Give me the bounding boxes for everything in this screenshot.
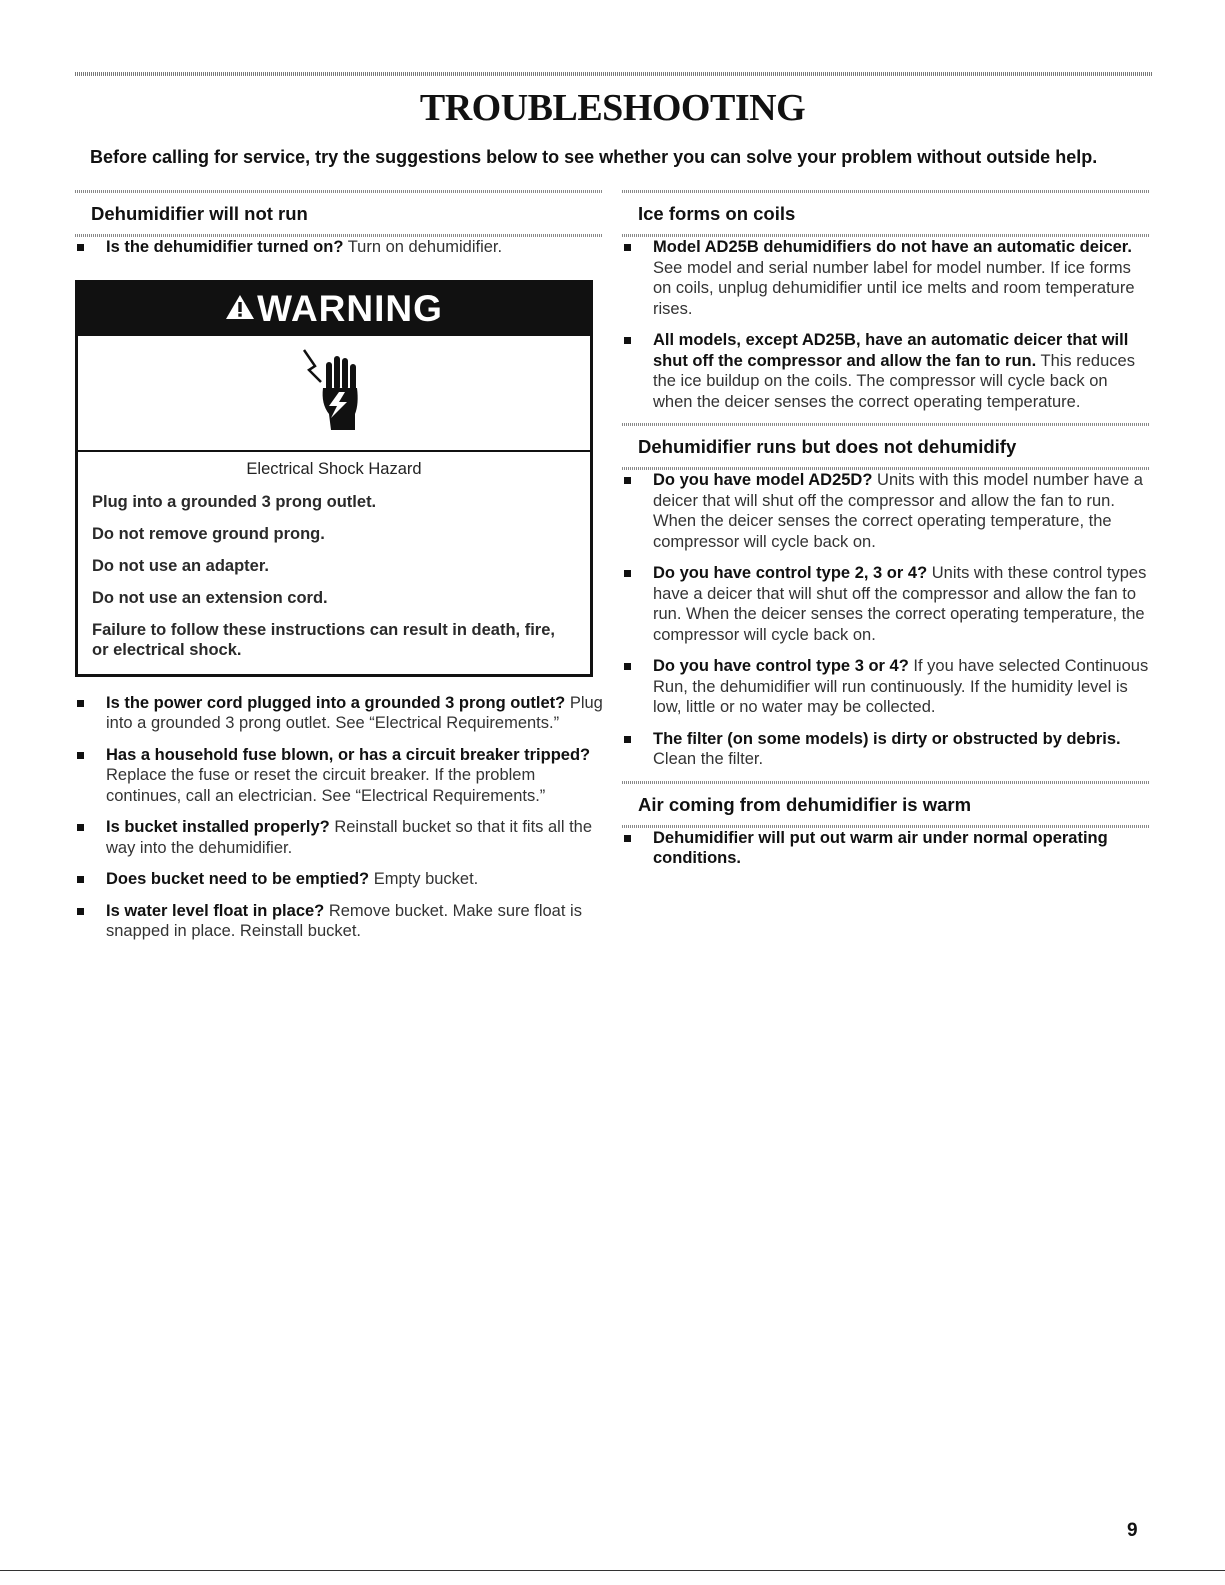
intro-text: Before calling for service, try the suggestions below to see whether you can solve your problem without outside help. bbox=[90, 147, 1098, 167]
list-item bbox=[622, 729, 1150, 770]
electric-shock-hand-icon bbox=[299, 348, 369, 437]
warning-label: WARNING bbox=[257, 288, 443, 329]
item-question: Has a household fuse blown, or has a circuit breaker tripped? bbox=[106, 745, 591, 764]
item-question: Do you have control type 2, 3 or 4? bbox=[653, 564, 928, 582]
icon-area bbox=[78, 336, 590, 452]
item-question: Is water level float in place? bbox=[106, 901, 325, 920]
list-item bbox=[622, 470, 1150, 552]
list-item bbox=[75, 237, 603, 258]
item-question: Do you have control type 3 or 4? bbox=[653, 657, 909, 675]
item-answer: Units with these control types have a deicer that will shut off the compressor and allow the fan to run. When the deicer senses the correct operating temperature, the compressor will cycle back on. bbox=[653, 564, 1147, 644]
item-answer: Remove bucket. Make sure float is snapped in place. Reinstall bucket. bbox=[106, 901, 582, 940]
item-answer: Reinstall bucket so that it fits all the way into the dehumidifier. bbox=[106, 818, 593, 857]
item-list-air-warm bbox=[622, 828, 1150, 869]
item-list-before-warning bbox=[75, 237, 603, 258]
warning-line: Do not use an extension cord. bbox=[92, 588, 328, 607]
section-heading-not-dehumidify: Dehumidifier runs but does not dehumidify bbox=[638, 436, 1017, 457]
item-question: Is bucket installed properly? bbox=[106, 818, 330, 836]
item-list-ice-forms bbox=[622, 237, 1150, 412]
page-number: 9 bbox=[1127, 1520, 1138, 1541]
list-item bbox=[622, 563, 1150, 645]
top-dotted-rule bbox=[75, 72, 1153, 76]
list-item bbox=[75, 901, 603, 942]
item-question: Do you have model AD25D? bbox=[653, 471, 873, 489]
item-answer: See model and serial number label for model number. If ice forms on coils, unplug dehumidifier until ice melts and room temperature rises. bbox=[653, 258, 1135, 318]
item-answer: Replace the fuse or reset the circuit breaker. If the problem continues, call an electrician. See “Electrical Requirements.” bbox=[106, 766, 546, 805]
list-item bbox=[75, 869, 603, 890]
list-item bbox=[75, 817, 603, 858]
hazard-title: Electrical Shock Hazard bbox=[246, 459, 422, 478]
item-question: Does bucket need to be emptied? bbox=[106, 870, 370, 888]
section-heading-air-warm: Air coming from dehumidifier is warm bbox=[638, 793, 972, 815]
warning-line: Do not use an adapter. bbox=[92, 556, 269, 575]
item-answer: Empty bucket. bbox=[369, 870, 479, 888]
warning-line: Plug into a grounded 3 prong outlet. bbox=[92, 492, 377, 511]
section-heading-ice-forms: Ice forms on coils bbox=[638, 203, 796, 224]
item-list-not-dehumidify bbox=[622, 470, 1150, 770]
warning-header bbox=[78, 283, 590, 336]
list-item bbox=[75, 693, 603, 734]
item-question: Model AD25B dehumidifiers do not have an automatic deicer. bbox=[653, 238, 1132, 256]
page-title: TROUBLESHOOTING bbox=[419, 87, 806, 129]
item-question: Dehumidifier will put out warm air under normal operating conditions. bbox=[653, 828, 1108, 867]
item-answer: Units with this model number have a deicer that will shut off the compressor and allow the fan to run. When the deicer senses the correct operating temperature, the compressor will cycle back on. bbox=[653, 471, 1143, 551]
bottom-rule bbox=[0, 1570, 1225, 1571]
warning-box bbox=[75, 280, 593, 677]
list-item bbox=[622, 656, 1150, 718]
warning-triangle-icon bbox=[225, 288, 257, 330]
list-item bbox=[75, 745, 603, 807]
item-list-after-warning bbox=[75, 693, 603, 942]
item-answer: If you have selected Continuous Run, the dehumidifier will run continuously. If the humidity level is low, little or no water may be collected. bbox=[653, 657, 1149, 716]
left-column bbox=[75, 190, 603, 953]
list-item bbox=[622, 237, 1150, 319]
warning-text bbox=[78, 452, 590, 674]
item-answer: Clean the filter. bbox=[653, 750, 764, 768]
item-question: All models, except AD25B, have an automatic deicer that will shut off the compressor and allow the fan to run. bbox=[653, 331, 1129, 370]
warning-line: Failure to follow these instructions can result in death, fire, or electrical shock. bbox=[92, 620, 555, 659]
item-answer: Plug into a grounded 3 prong outlet. See “Electrical Requirements.” bbox=[106, 693, 603, 732]
list-item bbox=[622, 828, 1150, 869]
warning-line: Do not remove ground prong. bbox=[92, 524, 325, 543]
section-heading-will-not-run: Dehumidifier will not run bbox=[91, 203, 308, 224]
item-question: The filter (on some models) is dirty or obstructed by debris. bbox=[653, 729, 1121, 748]
item-question: Is the power cord plugged into a grounded 3 prong outlet? bbox=[106, 693, 566, 712]
item-answer: This reduces the ice buildup on the coils. The compressor will cycle back on when the deicer senses the correct operating temperature. bbox=[653, 351, 1135, 411]
item-answer: Turn on dehumidifier. bbox=[343, 238, 503, 256]
item-question: Is the dehumidifier turned on? bbox=[106, 238, 344, 256]
right-column bbox=[622, 190, 1150, 880]
list-item bbox=[622, 330, 1150, 412]
